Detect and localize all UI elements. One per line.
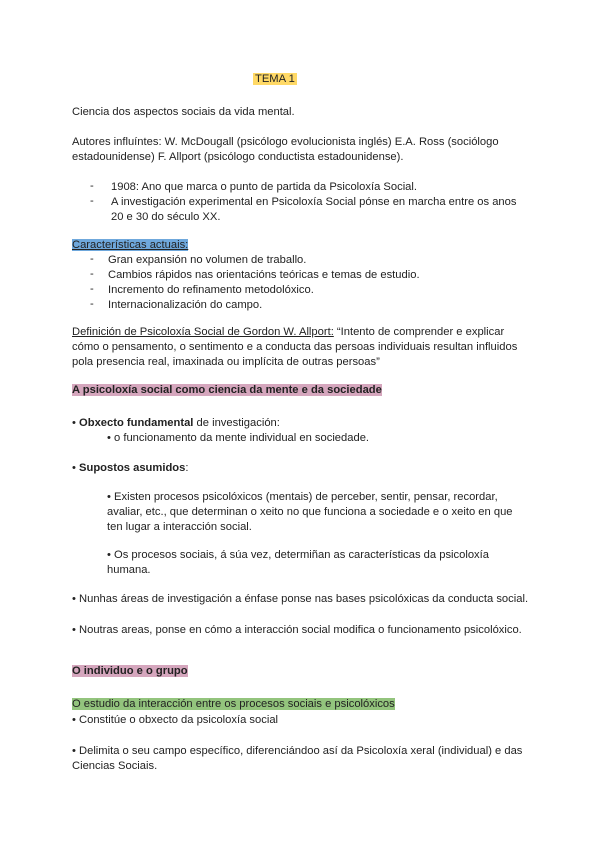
research-areas-bullet-2: • Noutras areas, ponse en cómo a interacción social modifica o funcionamento psicolóxico. bbox=[72, 624, 522, 636]
intro-text: Ciencia dos aspectos sociais da vida mental. bbox=[72, 106, 295, 118]
section-heading-mind-society-text: A psicoloxía social como ciencia da mente e da sociedade bbox=[72, 384, 382, 396]
object-line bbox=[72, 416, 280, 431]
characteristics-heading-text: Características actuais: bbox=[72, 239, 189, 251]
delimits-bullet-line-2: Ciencias Sociais. bbox=[72, 760, 158, 772]
characteristics-heading bbox=[72, 238, 188, 253]
assumption-1-line-3: ten lugar a interacción social. bbox=[107, 521, 252, 533]
characteristic-item: Incremento do refinamento metodolóxico. bbox=[108, 284, 314, 296]
characteristic-item: Gran expansión no volumen de traballo. bbox=[108, 254, 307, 266]
definition-line-3: pola presencia real, imaxinada ou implícita de outras persoas” bbox=[72, 356, 380, 368]
dash-bullet: - bbox=[90, 195, 94, 207]
assumption-2-line-2: humana. bbox=[107, 564, 151, 576]
object-rest: de investigación: bbox=[193, 417, 280, 429]
dash-bullet: - bbox=[90, 180, 94, 192]
section-heading-individual-group-text: O individuo e o grupo bbox=[72, 665, 188, 677]
milestone-experimental-line-1: A investigación experimental en Psicoloxía Social pónse en marcha entre os anos bbox=[111, 196, 517, 208]
characteristic-item: Cambios rápidos nas orientacións teóricas e temas de estudio. bbox=[108, 269, 420, 281]
definition-line-2: cómo o pensamento, o sentimento e a conducta das persoas individuais resultan influidos bbox=[72, 341, 518, 353]
research-areas-bullet-1: • Nunhas áreas de investigación a énfase ponse nas bases psicolóxicas da conducta social. bbox=[72, 593, 529, 605]
characteristic-item: Internacionalización do campo. bbox=[108, 299, 263, 311]
delimits-bullet-line-1: • Delimita o seu campo específico, diferenciándoo así da Psicoloxía xeral (individual) e das bbox=[72, 745, 523, 757]
definition-line-1 bbox=[72, 325, 504, 340]
definition-quote-start: “Intento de comprender e explicar bbox=[333, 326, 505, 338]
assumptions-colon: : bbox=[185, 462, 189, 474]
section-heading-mind-society bbox=[72, 383, 382, 398]
interaction-subheading bbox=[72, 697, 395, 712]
dash-bullet: - bbox=[90, 283, 94, 295]
assumption-1-line-1: • Existen procesos psicolóxicos (mentais) de perceber, sentir, pensar, recordar, bbox=[107, 491, 498, 503]
interaction-subheading-text: O estudio da interacción entre os procesos sociais e psicolóxicos bbox=[72, 698, 395, 710]
section-heading-individual-group bbox=[72, 664, 188, 679]
bullet: • bbox=[72, 462, 80, 474]
assumption-2-line-1: • Os procesos sociais, á súa vez, determiñan as características da psicoloxía bbox=[107, 549, 489, 561]
assumption-1-line-2: avaliar, etc., que determinan o xeito no que funciona a sociedade e o xeito en que bbox=[107, 506, 513, 518]
authors-line-1: Autores influíntes: W. McDougall (psicólogo evolucionista inglés) E.A. Ross (sociólogo bbox=[72, 136, 499, 148]
assumptions-heading bbox=[72, 461, 188, 476]
title-highlight: TEMA 1 bbox=[255, 73, 295, 85]
definition-label: Definición de Psicoloxía Social de Gordon W. Allport: bbox=[72, 326, 334, 338]
object-label: Obxecto fundamental bbox=[79, 417, 194, 429]
page-title bbox=[253, 72, 297, 87]
assumptions-label: Supostos asumidos bbox=[79, 462, 186, 474]
dash-bullet: - bbox=[90, 268, 94, 280]
bullet: • bbox=[72, 417, 80, 429]
dash-bullet: - bbox=[90, 298, 94, 310]
constitutes-bullet: • Constitúe o obxecto da psicoloxía social bbox=[72, 714, 279, 726]
authors-line-2: estadounidense) F. Allport (psicólogo conductista estadounidense). bbox=[72, 151, 404, 163]
milestone-1908: 1908: Ano que marca o punto de partida da Psicoloxía Social. bbox=[111, 181, 417, 193]
object-subitem: • o funcionamento da mente individual en sociedade. bbox=[107, 432, 370, 444]
milestone-experimental-line-2: 20 e 30 do século XX. bbox=[111, 211, 221, 223]
dash-bullet: - bbox=[90, 253, 94, 265]
